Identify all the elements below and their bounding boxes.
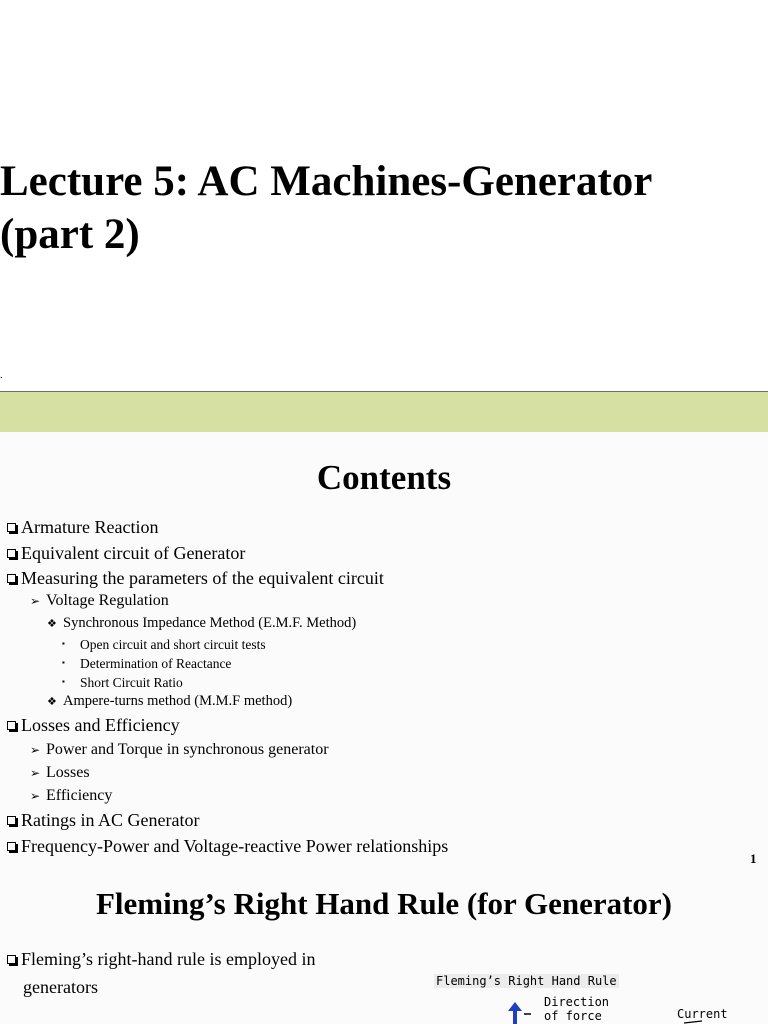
title-slide: [0, 0, 768, 392]
list-item: Frequency-Power and Voltage-reactive Power relationships: [7, 835, 448, 857]
lecture-title-line1: Lecture 5: AC Machines-Generator: [0, 158, 653, 205]
list-item: ➢ Efficiency: [30, 787, 113, 804]
fleming-heading: Fleming’s Right Hand Rule (for Generator): [95, 886, 672, 921]
arrow-bullet-icon: ➢: [30, 743, 41, 757]
arrow-bullet-icon: ➢: [30, 594, 41, 608]
diamond-bullet-icon: ❖: [47, 696, 57, 708]
square-bullet-icon: ▪: [62, 639, 65, 648]
list-item: ▪ Open circuit and short circuit tests: [62, 637, 266, 652]
fleming-bullet-continuation: generators: [23, 977, 98, 997]
stray-mark: .: [0, 370, 3, 381]
lecture-title-line2: (part 2): [0, 211, 140, 258]
list-item: Losses and Efficiency: [7, 714, 180, 736]
fleming-diagram: [424, 968, 768, 1024]
checkbox-bullet-icon: [7, 549, 16, 558]
square-bullet-icon: ▪: [62, 677, 65, 686]
diagram-label-force-line2: of force: [544, 1009, 602, 1023]
checkbox-bullet-icon: [7, 523, 16, 532]
force-arrow-icon: [506, 1002, 532, 1024]
list-item: ➢ Power and Torque in synchronous generator: [30, 741, 329, 758]
arrow-bullet-icon: ➢: [30, 766, 41, 780]
diagram-label-current: Current: [677, 1007, 728, 1021]
list-item: Equivalent circuit of Generator: [7, 542, 245, 564]
fleming-bullet: Fleming’s right-hand rule is employed in: [7, 945, 315, 973]
list-item: ❖ Ampere-turns method (M.M.F method): [47, 693, 293, 709]
arrow-bullet-icon: ➢: [30, 789, 41, 803]
list-item: ➢ Losses: [30, 764, 90, 781]
list-item: Measuring the parameters of the equivalent circuit: [7, 567, 384, 589]
contents-heading: Contents: [316, 458, 452, 497]
list-item: Armature Reaction: [7, 516, 158, 538]
list-item: Ratings in AC Generator: [7, 809, 199, 831]
accent-band: [0, 392, 768, 432]
current-arrow-icon: [682, 1020, 704, 1024]
checkbox-bullet-icon: [7, 955, 16, 964]
lecture-title: [0, 155, 768, 261]
list-item: ▪ Determination of Reactance: [62, 656, 232, 671]
checkbox-bullet-icon: [7, 816, 16, 825]
square-bullet-icon: ▪: [62, 658, 65, 667]
list-item: ▪ Short Circuit Ratio: [62, 675, 183, 690]
diamond-bullet-icon: ❖: [47, 618, 57, 630]
checkbox-bullet-icon: [7, 842, 16, 851]
checkbox-bullet-icon: [7, 574, 16, 583]
list-item: ➢ Voltage Regulation: [30, 592, 169, 609]
diagram-title: Fleming’s Right Hand Rule: [436, 974, 617, 988]
page-number: 1: [750, 851, 757, 866]
list-item: ❖ Synchronous Impedance Method (E.M.F. Method): [47, 615, 357, 631]
diagram-label-force-line1: Direction: [544, 995, 610, 1009]
checkbox-bullet-icon: [7, 721, 16, 730]
